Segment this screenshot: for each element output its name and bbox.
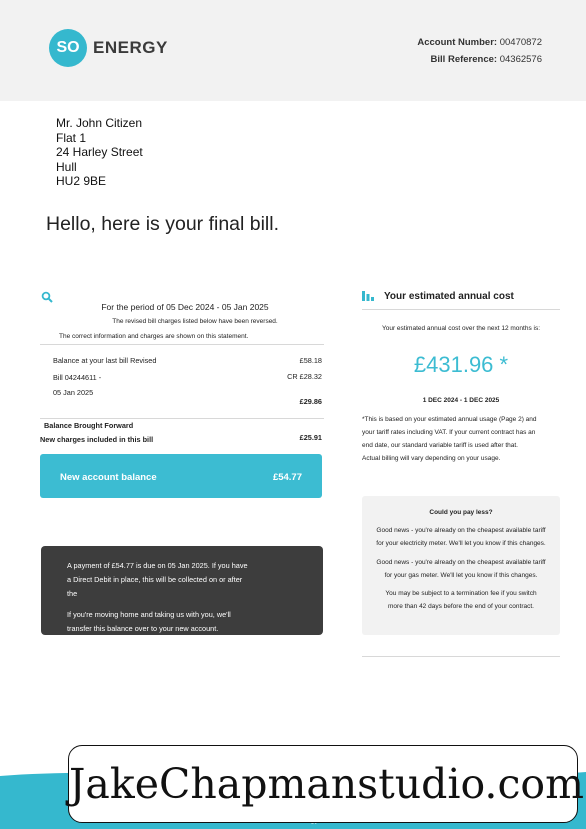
payment-line: a Direct Debit in place, this will be collected on or after	[67, 575, 243, 584]
last-bill-value: £58.18	[299, 356, 322, 365]
so-energy-logo-word: ENERGY	[93, 38, 168, 57]
new-balance-value: £54.77	[272, 472, 302, 483]
watermark-banner	[68, 745, 584, 823]
pay-less-line: for your gas meter. We'll let you know if this changes.	[384, 572, 538, 579]
account-number: 00470872	[499, 37, 542, 48]
pay-less-line: for your electricity meter. We'll let you know if this changes.	[376, 540, 546, 547]
annual-cost-intro: Your estimated annual cost over the next 12 months is:	[381, 325, 541, 332]
new-balance-label: New account balance	[60, 472, 157, 483]
watermark-text: JakeChapmanstudio.com	[69, 760, 584, 808]
annual-cost-explanation	[362, 413, 560, 465]
address-line: HU2 9BE	[56, 174, 107, 188]
new-charges-value: £25.91	[299, 433, 322, 442]
bill-date-label: 05 Jan 2025	[53, 388, 94, 397]
pay-less-line: Good news - you're already on the cheapest available tariff	[376, 527, 546, 534]
pay-less-box	[362, 496, 560, 635]
address-line: Flat 1	[56, 130, 87, 145]
so-energy-logo-mark: SO	[49, 29, 87, 67]
explanation-line: your tariff rates including VAT. If your current contract has an	[362, 429, 536, 436]
address-line: Mr. John Citizen	[56, 116, 143, 130]
annual-cost-title: Your estimated annual cost	[384, 291, 514, 302]
payment-notice-box	[41, 546, 323, 635]
last-bill-label: Balance at your last bill Revised	[53, 356, 157, 365]
bar-chart-icon	[362, 289, 374, 301]
divider	[40, 344, 324, 345]
bill-reference: 04362576	[499, 54, 542, 65]
bill-reference-label: Bill Reference:	[430, 54, 498, 65]
moving-home-line: If you're moving home and taking us with you, we'll	[67, 610, 231, 619]
balance-brought-forward-label: Balance Brought Forward	[44, 421, 134, 430]
pay-less-line: more than 42 days before the end of your contract.	[388, 603, 534, 610]
pay-less-line: Good news - you're already on the cheapest available tariff	[376, 559, 546, 566]
new-charges-label: New charges included in this bill	[40, 435, 154, 444]
customer-address	[56, 116, 143, 189]
divider	[362, 309, 560, 310]
pay-less-title: Could you pay less?	[429, 509, 493, 516]
address-line: 24 Harley Street	[56, 145, 143, 159]
annual-cost-range: 1 DEC 2024 - 1 DEC 2025	[422, 397, 500, 404]
greeting-heading: Hello, here is your final bill.	[46, 213, 280, 235]
pay-less-line: You may be subject to a termination fee if you switch	[385, 590, 537, 597]
explanation-line: *This is based on your estimated annual usage (Page 2) and	[362, 416, 537, 423]
address-line: Hull	[56, 159, 77, 174]
credit-value: CR £28.32	[287, 372, 322, 381]
correct-info-note: The correct information and charges are shown on this statement.	[59, 333, 249, 340]
account-number-label: Account Number:	[417, 37, 498, 48]
new-account-balance-banner	[40, 454, 322, 498]
explanation-line: Actual billing will vary depending on your usage.	[362, 455, 501, 462]
revised-note: The revised bill charges listed below have been reversed.	[112, 318, 278, 325]
subtotal-value: £29.86	[299, 397, 322, 406]
payment-line: the	[67, 589, 78, 598]
annual-cost-amount: £431.96 *	[413, 352, 509, 377]
payment-line: A payment of £54.77 is due on 05 Jan 2025. If you have	[67, 561, 248, 570]
divider	[40, 418, 324, 419]
divider	[362, 656, 560, 657]
moving-home-line: transfer this balance over to your new account.	[67, 624, 219, 633]
bill-number-label: Bill 04244611 -	[53, 373, 102, 382]
explanation-line: end date, our standard variable tariff is used after that.	[362, 442, 518, 449]
account-info	[417, 34, 542, 68]
statement-period: For the period of 05 Dec 2024 - 05 Jan 2025	[101, 302, 269, 312]
